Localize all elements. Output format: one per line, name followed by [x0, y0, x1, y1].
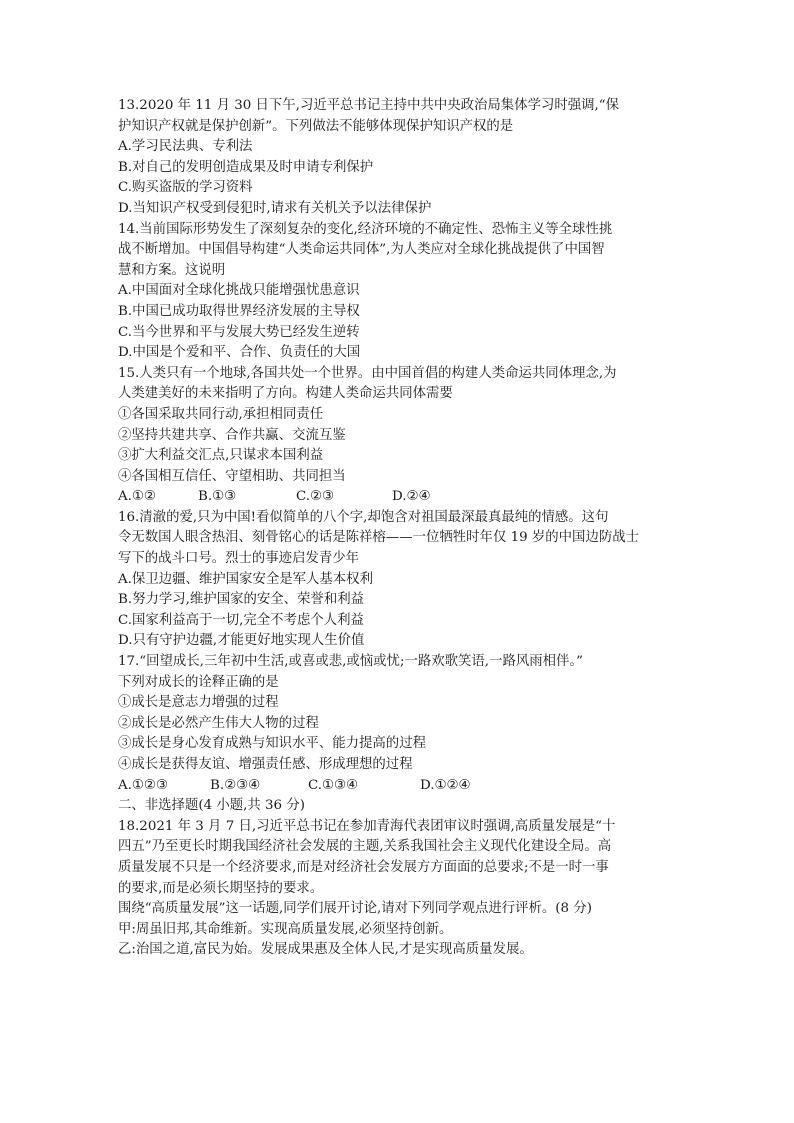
option-d: D.中国是个爱和平、合作、负责任的大国: [118, 345, 361, 361]
choice-b: B.①③: [198, 489, 237, 505]
choice-c: C.①③④: [308, 777, 359, 793]
choice-a: A.①②③: [118, 777, 168, 793]
question-stem: 18.2021 年 3 月 7 日,习近平总书记在参加青海代表团审议时强调,高质量发展是“十: [118, 818, 616, 834]
statement-1: ①各国采取共同行动,承担相同责任: [118, 406, 324, 422]
question-stem: 15.人类只有一个地球,各国共处一个世界。由中国首倡的构建人类命运共同体理念,为: [118, 365, 617, 381]
question-15: [118, 364, 678, 508]
option-b: B.对自己的发明创造成果及时申请专利保护: [118, 159, 374, 175]
question-stem: 写下的战斗口号。烈士的事迹启发青少年: [118, 551, 360, 567]
question-stem: 17.“回望成长,三年初中生活,或喜或悲,或恼或忧;一路欢歌笑语,一路风雨相伴。”: [118, 654, 583, 670]
option-b: B.努力学习,维护国家的安全、荣誉和利益: [118, 592, 364, 608]
statement-4: ④成长是获得友谊、增强责任感、形成理想的过程: [118, 757, 413, 772]
view-yi: 乙:治国之道,富民为始。发展成果惠及全体人民,才是实现高质量发展。: [118, 942, 533, 958]
section-heading: 二、非选择题(4 小题,共 36 分): [118, 798, 305, 814]
choice-row: [118, 776, 678, 797]
question-16: [118, 508, 678, 652]
question-17: [118, 652, 678, 796]
statement-4: ④各国相互信任、守望相助、共同担当: [118, 468, 346, 484]
question-18: [118, 817, 678, 961]
question-stem: 人类建美好的未来指明了方向。构建人类命运共同体需要: [118, 386, 453, 402]
question-task: 围绕“高质量发展”这一话题,同学们展开讨论,请对下列同学观点进行评析。(8 分): [118, 901, 592, 917]
question-stem: 14.当前国际形势发生了深刻复杂的变化,经济环境的不确定性、恐怖主义等全球性挑: [118, 221, 613, 237]
choice-a: A.①②: [118, 489, 156, 505]
statement-3: ③扩大利益交汇点,只谋求本国利益: [118, 448, 324, 464]
choice-d: D.①②④: [420, 777, 471, 793]
view-jia: 甲:周虽旧邦,其命维新。实现高质量发展,必须坚持创新。: [118, 921, 453, 937]
option-a: A.保卫边疆、维护国家安全是军人基本权利: [118, 571, 373, 587]
question-stem: 慧和方案。这说明: [118, 262, 226, 278]
question-stem: 16.清澈的爱,只为中国!看似简单的八个字,却饱含对祖国最深最真最纯的情感。这句: [118, 509, 609, 525]
option-d: D.当知识产权受到侵犯时,请求有关机关予以法律保护: [118, 200, 432, 216]
option-a: A.学习民法典、专利法: [118, 139, 253, 155]
question-stem: 令无数国人眼含热泪、刻骨铭心的话是陈祥榕——一位牺牲时年仅 19 岁的中国边防战士: [118, 530, 640, 546]
choice-d: D.②④: [392, 489, 431, 505]
choice-row: [118, 487, 678, 508]
statement-2: ②成长是必然产生伟大人物的过程: [118, 715, 319, 731]
option-c: C.当今世界和平与发展大势已经发生逆转: [118, 324, 360, 340]
question-stem: 的要求,而是必须长期坚持的要求。: [118, 880, 324, 896]
question-stem: 护知识产权就是保护创新”。下列做法不能够体现保护知识产权的是: [118, 118, 514, 134]
statement-3: ③成长是身心发育成熟与知识水平、能力提高的过程: [118, 736, 426, 752]
question-14: [118, 220, 678, 364]
question-stem: 战不断增加。中国倡导构建“人类命运共同体”,为人类应对全球化挑战提供了中国智: [118, 242, 605, 258]
statement-1: ①成长是意志力增强的过程: [118, 695, 279, 711]
option-d: D.只有守护边疆,才能更好地实现人生价值: [118, 633, 365, 649]
statement-2: ②坚持共建共享、合作共赢、交流互鉴: [118, 427, 346, 443]
question-stem: 13.2020 年 11 月 30 日下午,习近平总书记主持中共中央政治局集体学习时强调,“保: [118, 98, 620, 113]
option-b: B.中国已成功取得世界经济发展的主导权: [118, 303, 360, 319]
option-c: C.国家利益高于一切,完全不考虑个人利益: [118, 612, 364, 628]
question-stem: 四五”乃至更长时期我国经济社会发展的主题,关系我国社会主义现代化建设全局。高: [118, 839, 612, 855]
choice-c: C.②③: [296, 489, 335, 505]
choice-b: B.②③④: [210, 777, 261, 793]
exam-page: [118, 96, 678, 961]
question-13: [118, 96, 678, 220]
option-a: A.中国面对全球化挑战只能增强忧患意识: [118, 283, 360, 299]
question-stem: 下列对成长的诠释正确的是: [118, 674, 279, 690]
option-c: C.购买盗版的学习资料: [118, 180, 253, 196]
question-stem: 质量发展不只是一个经济要求,而是对经济社会发展方方面面的总要求;不是一时一事: [118, 859, 609, 875]
